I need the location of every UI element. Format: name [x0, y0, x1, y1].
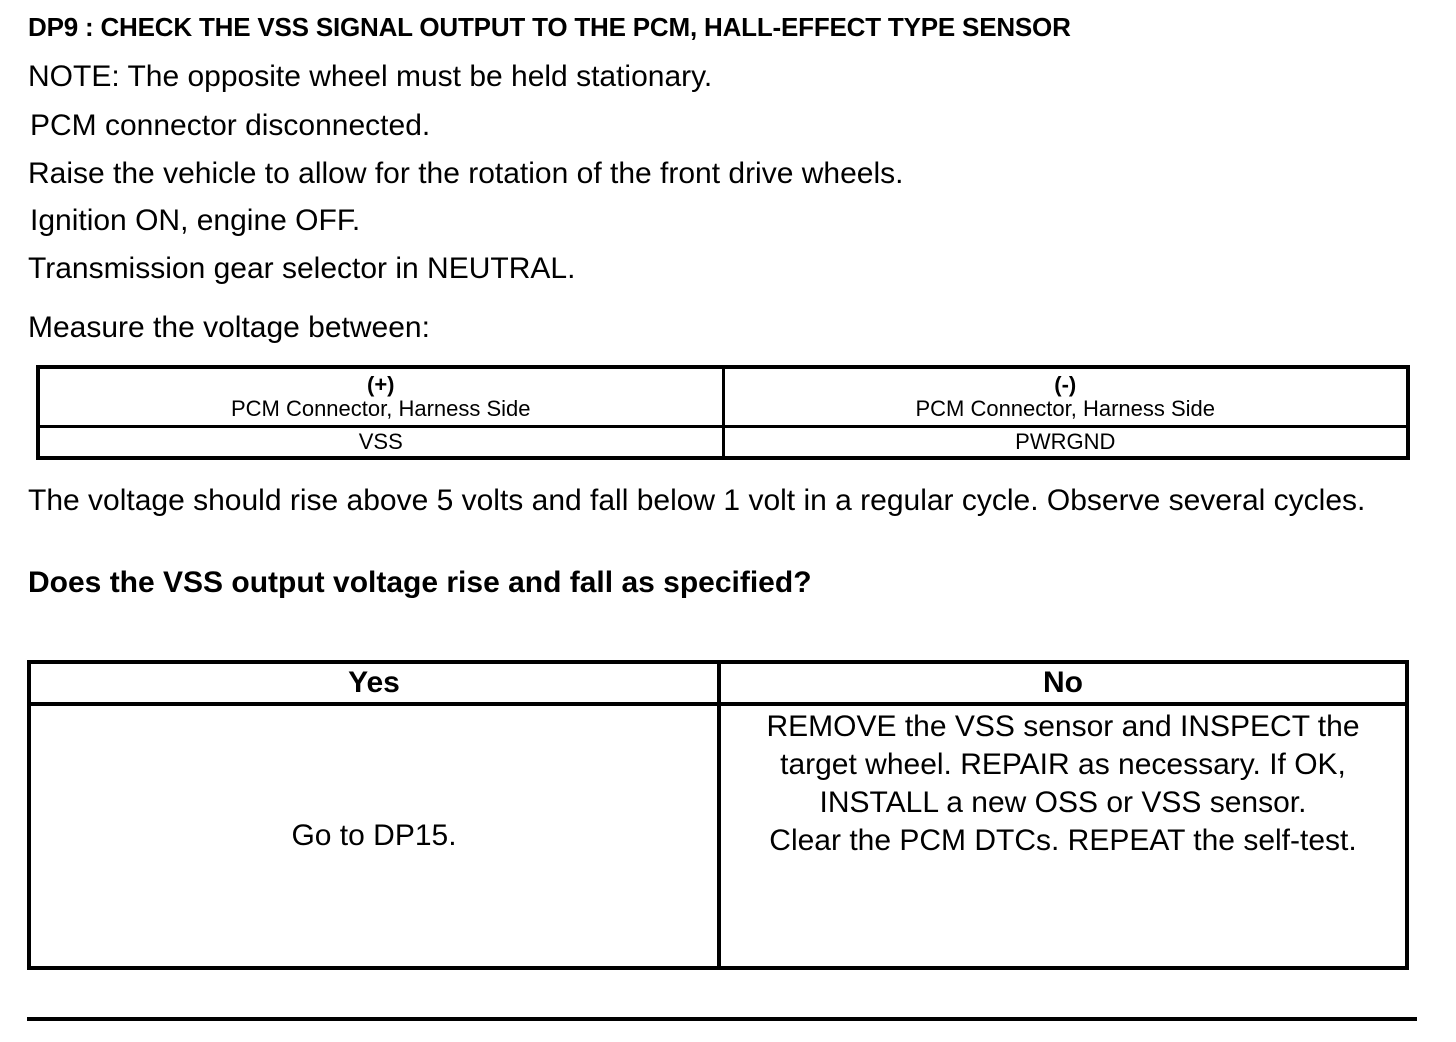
- diagnostic-question: Does the VSS output voltage rise and fall as specified?: [28, 566, 812, 599]
- negative-lead-header: [723, 367, 1408, 427]
- page-title: DP9 : CHECK THE VSS SIGNAL OUTPUT TO THE PCM, HALL-EFFECT TYPE SENSOR: [28, 12, 1071, 42]
- no-header: No: [719, 662, 1407, 704]
- no-action: [719, 704, 1407, 968]
- note-text: NOTE: The opposite wheel must be held stationary.: [28, 60, 713, 93]
- no-action-line: target wheel. REPAIR as necessary. If OK,: [780, 748, 1346, 781]
- step-item: PCM connector disconnected.: [30, 109, 431, 142]
- no-action-line: INSTALL a new OSS or VSS sensor.: [819, 786, 1307, 819]
- bottom-divider: [27, 1017, 1417, 1021]
- yes-header: Yes: [29, 662, 719, 704]
- no-action-line: Clear the PCM DTCs. REPEAT the self-test.: [769, 824, 1357, 857]
- measure-intro: Measure the voltage between:: [28, 311, 430, 344]
- expectation-text: The voltage should rise above 5 volts and fall below 1 volt in a regular cycle. Observe several cycles.: [28, 484, 1366, 517]
- result-table: [27, 660, 1409, 970]
- step-item: Transmission gear selector in NEUTRAL.: [28, 252, 576, 285]
- step-item: Raise the vehicle to allow for the rotation of the front drive wheels.: [28, 157, 904, 190]
- yes-action: Go to DP15.: [29, 704, 719, 968]
- negative-pin-value: PWRGND: [723, 427, 1408, 459]
- positive-pin-value: VSS: [38, 427, 723, 459]
- measurement-table: [36, 365, 1410, 460]
- positive-lead-label: PCM Connector, Harness Side: [230, 396, 531, 421]
- positive-sign: (+): [367, 372, 395, 397]
- negative-sign: (-): [1054, 372, 1077, 397]
- negative-lead-label: PCM Connector, Harness Side: [915, 396, 1216, 421]
- step-item: Ignition ON, engine OFF.: [30, 204, 361, 237]
- positive-lead-header: [38, 367, 723, 427]
- no-action-line: REMOVE the VSS sensor and INSPECT the: [766, 710, 1360, 743]
